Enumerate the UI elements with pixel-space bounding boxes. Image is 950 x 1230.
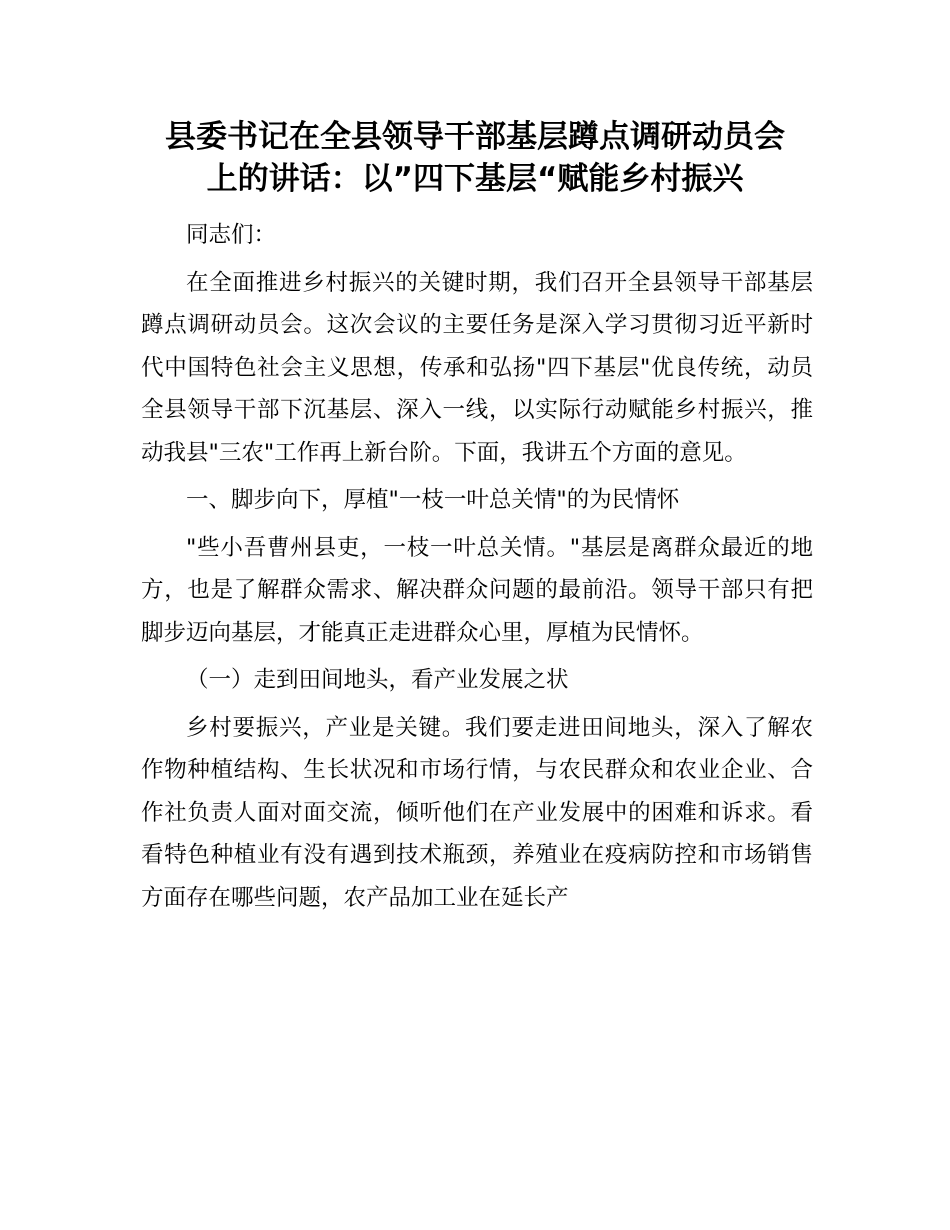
title-line-1: 县委书记在全县领导干部基层蹲点调研动员会 (165, 119, 785, 155)
section-1-paragraph: "些小吾曹州县吏，一枝一叶总关情。"基层是离群众最近的地方，也是了解群众需求、解决群众问题的最前沿。领导干部只有把脚步迈向基层，才能真正走进群众心里，厚植为民情怀。 (141, 534, 813, 646)
intro-paragraph: 在全面推进乡村振兴的关键时期，我们召开全县领导干部基层蹲点调研动员会。这次会议的主要任务是深入学习贯彻习近平新时代中国特色社会主义思想，传承和弘扬"四下基层"优良传统，动员全县领导干部下沉基层、深入一线，以实际行动赋能乡村振兴，推动我县"三农"工作再上新台阶。下面，我讲五个方面的意见。 (141, 269, 813, 466)
document-title (120, 116, 830, 200)
salutation: 同志们： (186, 222, 277, 248)
subsection-heading-1: （一）走到田间地头，看产业发展之状 (186, 667, 569, 693)
document-body (141, 214, 813, 924)
title-line-2: 上的讲话：以”四下基层“赋能乡村振兴 (206, 161, 744, 197)
section-heading-1: 一、脚步向下，厚植"一枝一叶总关情"的为民情怀 (186, 487, 680, 513)
subsection-1-paragraph: 乡村要振兴，产业是关键。我们要走进田间地头，深入了解农作物种植结构、生长状况和市场行情，与农民群众和农业企业、合作社负责人面对面交流，倾听他们在产业发展中的困难和诉求。看看特色种植业有没有遇到技术瓶颈，养殖业在疫病防控和市场销售方面存在哪些问题，农产品加工业在延长产 (141, 714, 813, 911)
